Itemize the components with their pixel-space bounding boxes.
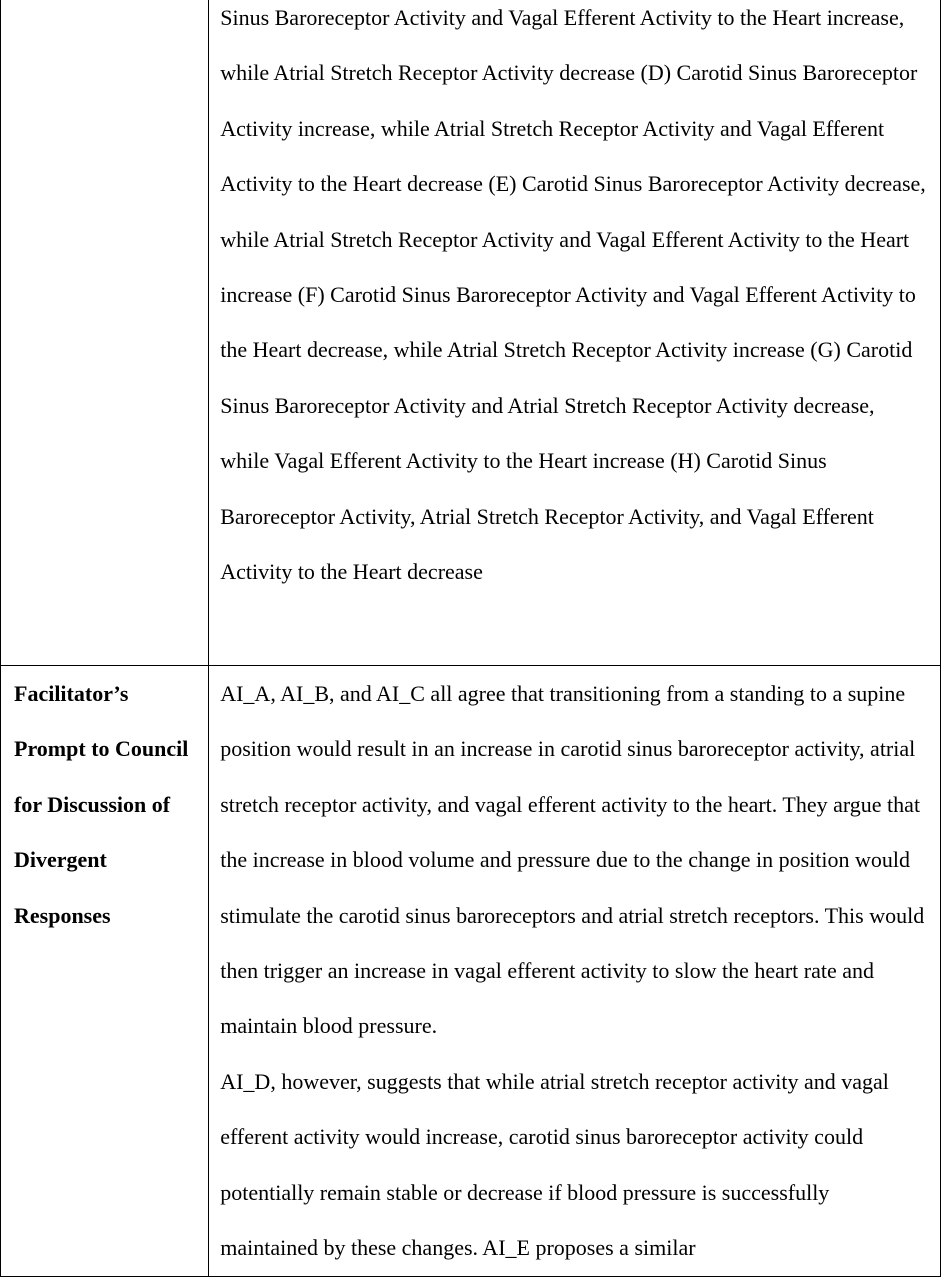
discussion-cell: [209, 666, 941, 1277]
discussion-paragraph-2: AI_D, however, suggests that while atrial stretch receptor activity and vagal efferent activity would increase, carotid sinus baroreceptor activity could potentially remain stable or decrease if blood pressure is successfully maintained by these changes. AI_E proposes a similar: [220, 1068, 889, 1261]
row-label-cell: [1, 666, 209, 1277]
table-cell-empty: [1, 0, 209, 666]
answer-options-cell: [209, 0, 941, 666]
row-label: Facilitator’s Prompt to Council for Discussion of Divergent Responses: [14, 681, 189, 928]
discussion-paragraph-1: AI_A, AI_B, and AI_C all agree that transitioning from a standing to a supine position would result in an increase in carotid sinus baroreceptor activity, atrial stretch receptor activity, and vagal efferent activity to the heart. They argue that the increase in blood volume and pressure due to the change in position would stimulate the carotid sinus baroreceptors and atrial stretch receptors. This would then trigger an increase in vagal efferent activity to slow the heart rate and maintain blood pressure.: [220, 681, 925, 1039]
table-row: [1, 666, 941, 1277]
table-row: [1, 0, 941, 666]
answer-options-text: Sinus Baroreceptor Activity and Vagal Efferent Activity to the Heart increase, while Atrial Stretch Receptor Activity decrease (D) Carotid Sinus Baroreceptor Activity increase, while Atrial Stretch Receptor Activity and Vagal Efferent Activity to the Heart decrease (E) Carotid Sinus Baroreceptor Activity decrease, while Atrial Stretch Receptor Activity and Vagal Efferent Activity to the Heart increase (F) Carotid Sinus Baroreceptor Activity and Vagal Efferent Activity to the Heart decrease, while Atrial Stretch Receptor Activity increase (G) Carotid Sinus Baroreceptor Activity and Atrial Stretch Receptor Activity decrease, while Vagal Efferent Activity to the Heart increase (H) Carotid Sinus Baroreceptor Activity, Atrial Stretch Receptor Activity, and Vagal Efferent Activity to the Heart decrease: [220, 5, 926, 585]
